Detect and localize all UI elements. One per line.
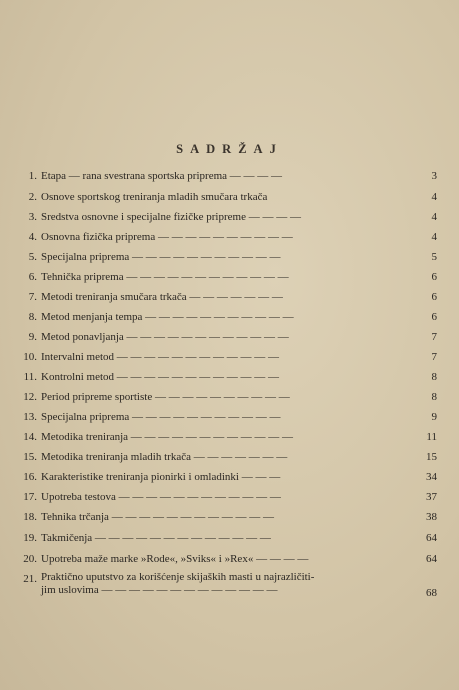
toc-entry-number: 7. [28, 291, 37, 303]
toc-entry-page: 7 [431, 331, 437, 343]
toc-entry-title: Osnovna fizička priprema — — — — — — — — — — [41, 231, 293, 243]
toc-entry-title: Takmičenja — — — — — — — — — — — — — [41, 532, 271, 544]
toc-entry-number: 21. [23, 573, 37, 585]
toc-entry [17, 551, 437, 567]
toc-entry-number: 19. [23, 532, 37, 544]
toc-entry-page: 64 [426, 532, 437, 544]
toc-entry-number: 9. [28, 331, 37, 343]
toc-entry-number: 2. [28, 191, 37, 203]
toc-entry-title [41, 571, 314, 597]
toc-entry-title: Specijalna priprema — — — — — — — — — — — [41, 411, 281, 423]
toc-entry [17, 269, 437, 285]
toc-entry-number: 20. [23, 553, 37, 565]
toc-entry [17, 329, 437, 345]
toc-entry-number: 10. [23, 351, 37, 363]
toc-entry-number: 16. [23, 471, 37, 483]
toc-entry-page: 8 [431, 371, 437, 383]
toc-entry-page: 38 [426, 511, 437, 523]
toc-entry-title: Tehnika trčanja — — — — — — — — — — — — [41, 511, 274, 523]
toc-entry-page: 4 [431, 231, 437, 243]
toc-entry [17, 469, 437, 485]
toc-entry-number: 14. [23, 431, 37, 443]
toc-entry-page: 37 [426, 491, 437, 503]
toc-entry-title: Upotreba testova — — — — — — — — — — — — [41, 491, 281, 503]
toc-entry-page: 34 [426, 471, 437, 483]
toc-entry-page: 68 [426, 587, 437, 599]
toc-entry-title: Etapa — rana svestrana sportska priprema — — — — [41, 170, 283, 182]
toc-entry [17, 229, 437, 245]
toc-entry [17, 530, 437, 546]
toc-entry-number: 15. [23, 451, 37, 463]
toc-entry [17, 429, 437, 445]
toc-entry-title: Intervalni metod — — — — — — — — — — — — [41, 351, 280, 363]
toc-entry-title: Tehnička priprema — — — — — — — — — — — — [41, 271, 289, 283]
toc-entry [17, 309, 437, 325]
toc-entry [17, 449, 437, 465]
toc-entry [17, 209, 437, 225]
toc-entry [17, 509, 437, 525]
toc-entry-page: 4 [431, 211, 437, 223]
toc-entry-title: Period pripreme sportiste — — — — — — — — — — [41, 391, 290, 403]
toc-entry-page: 15 [426, 451, 437, 463]
toc-entry-number: 11. [23, 371, 37, 383]
toc-entry-title: Metodika treniranja — — — — — — — — — — — — [41, 431, 294, 443]
toc-entry-page: 6 [431, 311, 437, 323]
toc-entry-page: 8 [431, 391, 437, 403]
toc-entry-page: 5 [431, 251, 437, 263]
toc-entry-page: 4 [431, 191, 437, 203]
toc-entry [17, 249, 437, 265]
toc-entry-title: Metodi treniranja smučara trkača — — — — — — — [41, 291, 283, 303]
toc-entry-page: 11 [426, 431, 437, 443]
toc-entry [17, 409, 437, 425]
toc-entry-number: 17. [23, 491, 37, 503]
toc-entry-page: 9 [431, 411, 437, 423]
toc-entry-number: 13. [23, 411, 37, 423]
toc-entry [17, 168, 437, 184]
toc-entry-title: Sredstva osnovne i specijalne fizičke pripreme — — — — [41, 211, 301, 223]
toc-entry-page: 6 [431, 291, 437, 303]
page-title: SADRŽAJ [176, 142, 283, 156]
toc-entry-page: 6 [431, 271, 437, 283]
toc-entry-page: 3 [431, 170, 437, 182]
toc-entry [17, 571, 437, 601]
toc-entry [17, 349, 437, 365]
toc-entry-title: Metodika treniranja mladih trkača — — — — — — — [41, 451, 288, 463]
toc-entry-number: 8. [28, 311, 37, 323]
toc-entry-title: Osnove sportskog treniranja mladih smučara trkača [41, 191, 268, 203]
toc-entry-title: Metod ponavljanja — — — — — — — — — — — — [41, 331, 289, 343]
toc-entry-title: Kontrolni metod — — — — — — — — — — — — [41, 371, 280, 383]
toc-entry [17, 389, 437, 405]
toc-entry-number: 1. [28, 170, 37, 182]
toc-entry-title-line: Praktično uputstvo za korišćenje skijaških masti u najrazličiti- [41, 571, 315, 583]
toc-entry [17, 189, 437, 205]
toc-entry-number: 18. [23, 511, 37, 523]
toc-entry [17, 369, 437, 385]
toc-entry-title: Karakteristike treniranja pionirki i omladinki — — — [41, 471, 281, 483]
toc-entry-number: 6. [28, 271, 37, 283]
toc-entry-number: 3. [28, 211, 37, 223]
toc-entry-title: Upotreba maže marke »Rode«, »Sviks« i »Rex« — — — — [41, 553, 309, 565]
toc-entry [17, 489, 437, 505]
toc-entry-number: 5. [28, 251, 37, 263]
toc-entry-number: 12. [23, 391, 37, 403]
toc-entry-title: Metod menjanja tempa — — — — — — — — — — — [41, 311, 294, 323]
toc-entry-title: Specijalna priprema — — — — — — — — — — — [41, 251, 281, 263]
toc-entry-title-line: jim uslovima — — — — — — — — — — — — — [41, 584, 278, 596]
toc-entry-number: 4. [28, 231, 37, 243]
toc-entry-page: 64 [426, 553, 437, 565]
toc-entry [17, 289, 437, 305]
toc-entry-page: 7 [431, 351, 437, 363]
